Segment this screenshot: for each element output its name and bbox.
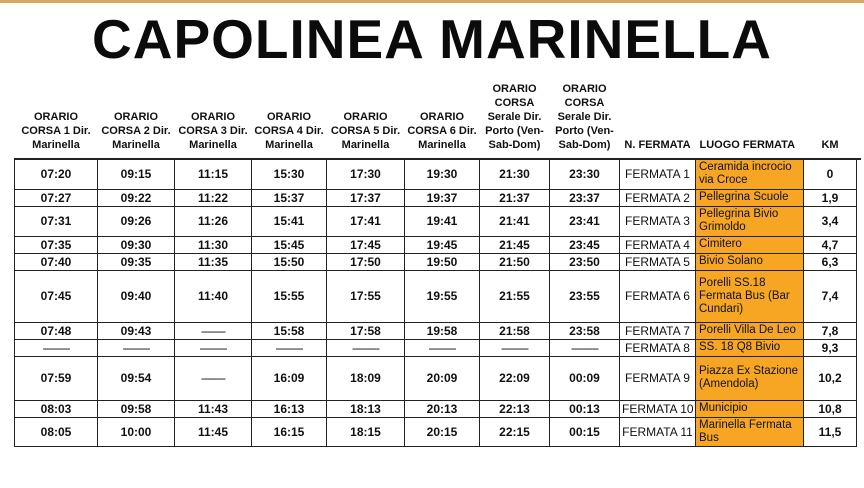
timetable	[14, 72, 861, 447]
time-cell: 11:35	[175, 253, 252, 270]
time-cell: 17:30	[327, 159, 405, 189]
time-cell: 08:05	[15, 417, 98, 446]
time-cell: 11:40	[175, 270, 252, 322]
time-cell: 11:45	[175, 417, 252, 446]
km-cell: 6,3	[804, 253, 857, 270]
time-cell: 11:26	[175, 206, 252, 236]
col-header-corsa-5: ORARIO CORSA 5 Dir. Marinella	[330, 111, 401, 151]
fermata-cell: FERMATA 1	[620, 159, 696, 189]
luogo-cell: Cimitero	[696, 236, 804, 253]
table-row	[15, 206, 861, 236]
time-cell: 18:09	[327, 356, 405, 400]
col-header-corsa-2: ORARIO CORSA 2 Dir. Marinella	[101, 111, 171, 151]
time-cell: 23:58	[550, 322, 620, 339]
luogo-cell: Porelli Villa De Leo	[696, 322, 804, 339]
col-header-corsa-3: ORARIO CORSA 3 Dir. Marinella	[178, 111, 248, 151]
km-cell: 3,4	[804, 206, 857, 236]
time-cell: 23:41	[550, 206, 620, 236]
time-cell: 17:58	[327, 322, 405, 339]
time-cell: 09:58	[98, 400, 175, 417]
luogo-cell: Pellegrina Bivio Grimoldo	[696, 206, 804, 236]
table-row	[15, 400, 861, 417]
col-header-km: KM	[821, 139, 839, 151]
time-cell: ---------	[327, 339, 405, 356]
time-cell: 09:15	[98, 159, 175, 189]
time-cell: 21:58	[480, 322, 550, 339]
time-cell: 20:13	[405, 400, 480, 417]
page-title: CAPOLINEA MARINELLA	[92, 8, 772, 70]
fermata-cell: FERMATA 4	[620, 236, 696, 253]
table-row	[15, 339, 861, 356]
time-cell: 11:30	[175, 236, 252, 253]
time-cell: 09:22	[98, 189, 175, 206]
time-cell: 15:37	[252, 189, 327, 206]
time-cell: 00:13	[550, 400, 620, 417]
time-cell: 19:37	[405, 189, 480, 206]
time-cell: 07:20	[15, 159, 98, 189]
table-edge	[857, 189, 861, 206]
table-edge	[857, 270, 861, 322]
luogo-cell: Pellegrina Scuole	[696, 189, 804, 206]
time-cell: 19:55	[405, 270, 480, 322]
km-cell: 0	[804, 159, 857, 189]
table-row	[15, 189, 861, 206]
time-cell: 16:09	[252, 356, 327, 400]
time-cell: 09:30	[98, 236, 175, 253]
time-cell: 07:31	[15, 206, 98, 236]
time-cell: 19:41	[405, 206, 480, 236]
col-header-corsa-4: ORARIO CORSA 4 Dir. Marinella	[254, 111, 324, 151]
luogo-cell: Marinella Fermata Bus	[696, 417, 804, 446]
fermata-cell: FERMATA 7	[620, 322, 696, 339]
time-cell: 11:43	[175, 400, 252, 417]
luogo-cell: Bivio Solano	[696, 253, 804, 270]
top-divider-line	[0, 0, 864, 3]
time-cell: ---------	[550, 339, 620, 356]
table-edge	[857, 159, 861, 189]
time-cell: 19:50	[405, 253, 480, 270]
fermata-cell: FERMATA 8	[620, 339, 696, 356]
fermata-cell: FERMATA 2	[620, 189, 696, 206]
time-cell: 22:15	[480, 417, 550, 446]
luogo-cell: Ceramida incrocio via Croce	[696, 159, 804, 189]
table-edge	[857, 236, 861, 253]
time-cell: 23:50	[550, 253, 620, 270]
time-cell: ---------	[98, 339, 175, 356]
time-cell: 17:50	[327, 253, 405, 270]
fermata-cell: FERMATA 3	[620, 206, 696, 236]
time-cell: 23:55	[550, 270, 620, 322]
time-cell: 00:15	[550, 417, 620, 446]
time-cell: 16:13	[252, 400, 327, 417]
time-cell: 23:30	[550, 159, 620, 189]
table-row	[15, 270, 861, 322]
time-cell: 18:15	[327, 417, 405, 446]
time-cell: 15:50	[252, 253, 327, 270]
km-cell: 1,9	[804, 189, 857, 206]
km-cell: 4,7	[804, 236, 857, 253]
fermata-cell: FERMATA 6	[620, 270, 696, 322]
col-header-serale-1: ORARIO CORSA Serale Dir. Porto (Ven-Sab-Dom)	[485, 83, 544, 151]
time-cell: 21:37	[480, 189, 550, 206]
time-cell: 15:55	[252, 270, 327, 322]
time-cell: ---------	[15, 339, 98, 356]
fermata-cell: FERMATA 10	[620, 400, 696, 417]
time-cell: 07:45	[15, 270, 98, 322]
time-cell: 09:40	[98, 270, 175, 322]
time-cell: 07:27	[15, 189, 98, 206]
table-row	[15, 159, 861, 189]
time-cell: 11:22	[175, 189, 252, 206]
time-cell: 22:13	[480, 400, 550, 417]
time-cell: 23:37	[550, 189, 620, 206]
time-cell: 10:00	[98, 417, 175, 446]
time-cell: 16:15	[252, 417, 327, 446]
time-cell: 19:30	[405, 159, 480, 189]
km-cell: 10,2	[804, 356, 857, 400]
time-cell: 11:15	[175, 159, 252, 189]
km-cell: 11,5	[804, 417, 857, 446]
time-cell: --------	[175, 356, 252, 400]
time-cell: ---------	[405, 339, 480, 356]
table-row	[15, 417, 861, 446]
time-cell: 22:09	[480, 356, 550, 400]
km-cell: 9,3	[804, 339, 857, 356]
time-cell: 19:45	[405, 236, 480, 253]
time-cell: 09:43	[98, 322, 175, 339]
table-row	[15, 356, 861, 400]
time-cell: 17:37	[327, 189, 405, 206]
time-cell: 20:15	[405, 417, 480, 446]
time-cell: ---------	[252, 339, 327, 356]
time-cell: 07:48	[15, 322, 98, 339]
fermata-cell: FERMATA 9	[620, 356, 696, 400]
header-row	[15, 72, 861, 159]
time-cell: ---------	[480, 339, 550, 356]
time-cell: 21:50	[480, 253, 550, 270]
table-row	[15, 322, 861, 339]
fermata-cell: FERMATA 11	[620, 417, 696, 446]
time-cell: 07:40	[15, 253, 98, 270]
time-cell: 20:09	[405, 356, 480, 400]
time-cell: ---------	[175, 339, 252, 356]
time-cell: 23:45	[550, 236, 620, 253]
table-edge	[857, 400, 861, 417]
time-cell: 08:03	[15, 400, 98, 417]
table-edge	[857, 356, 861, 400]
col-header-corsa-1: ORARIO CORSA 1 Dir. Marinella	[21, 111, 91, 151]
time-cell: 09:26	[98, 206, 175, 236]
luogo-cell: Piazza Ex Stazione (Amendola)	[696, 356, 804, 400]
time-cell: 17:41	[327, 206, 405, 236]
time-cell: 18:13	[327, 400, 405, 417]
time-cell: 09:35	[98, 253, 175, 270]
time-cell: 21:30	[480, 159, 550, 189]
time-cell: 00:09	[550, 356, 620, 400]
table-edge	[857, 339, 861, 356]
time-cell: --------	[175, 322, 252, 339]
time-cell: 17:45	[327, 236, 405, 253]
time-cell: 15:58	[252, 322, 327, 339]
col-header-corsa-6: ORARIO CORSA 6 Dir. Marinella	[407, 111, 477, 151]
time-cell: 07:59	[15, 356, 98, 400]
time-cell: 17:55	[327, 270, 405, 322]
fermata-cell: FERMATA 5	[620, 253, 696, 270]
time-cell: 09:54	[98, 356, 175, 400]
time-cell: 21:45	[480, 236, 550, 253]
time-cell: 07:35	[15, 236, 98, 253]
table-edge	[857, 206, 861, 236]
luogo-cell: Porelli SS.18 Fermata Bus (Bar Cundari)	[696, 270, 804, 322]
luogo-cell: Municipio	[696, 400, 804, 417]
table-edge	[857, 322, 861, 339]
time-cell: 15:41	[252, 206, 327, 236]
time-cell: 19:58	[405, 322, 480, 339]
luogo-cell: SS. 18 Q8 Bivio	[696, 339, 804, 356]
table-edge	[857, 253, 861, 270]
km-cell: 7,8	[804, 322, 857, 339]
km-cell: 10,8	[804, 400, 857, 417]
col-header-fermata: N. FERMATA	[624, 139, 691, 151]
table-row	[15, 253, 861, 270]
km-cell: 7,4	[804, 270, 857, 322]
col-header-serale-2: ORARIO CORSA Serale Dir. Porto (Ven-Sab-Dom)	[555, 83, 614, 151]
time-cell: 21:41	[480, 206, 550, 236]
col-header-luogo: LUOGO FERMATA	[699, 139, 796, 151]
timetable-body	[15, 159, 861, 446]
table-row	[15, 236, 861, 253]
time-cell: 21:55	[480, 270, 550, 322]
time-cell: 15:45	[252, 236, 327, 253]
table-edge	[857, 417, 861, 446]
time-cell: 15:30	[252, 159, 327, 189]
